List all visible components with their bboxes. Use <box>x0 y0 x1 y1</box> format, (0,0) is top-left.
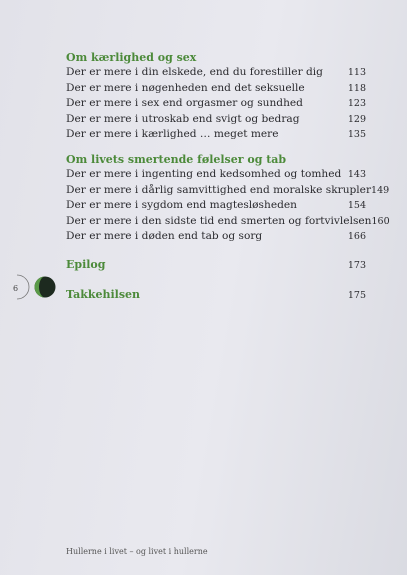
entry-page: 143 <box>347 169 366 180</box>
toc-section-loss <box>66 152 390 245</box>
toc-entry <box>66 127 366 143</box>
toc-entry <box>66 112 366 128</box>
toc-entry <box>66 167 366 183</box>
running-footer: Hullerne i livet – og livet i hullerne <box>66 547 208 556</box>
entry-page: 113 <box>347 67 366 78</box>
entry-title: Der er mere i din elskede, end du forestiller dig <box>66 66 323 78</box>
entry-title: Der er mere i kærlighed … meget mere <box>66 128 279 141</box>
toc-entry <box>66 81 366 97</box>
half-moon-icon <box>34 276 56 298</box>
entry-title: Der er mere i utroskab end svigt og bedrag <box>66 112 300 125</box>
toc-entry <box>66 96 366 112</box>
entry-title: Der er mere i døden end tab og sorg <box>66 230 263 243</box>
entry-page: 160 <box>371 215 390 227</box>
entry-page: 118 <box>347 82 366 94</box>
entry-title: Der er mere i dårlig samvittighed end moralske skrupler <box>66 183 372 196</box>
entry-title: Der er mere i ingenting end kedsomhed og tomhed <box>66 168 342 180</box>
toc-thanks <box>66 288 366 301</box>
entry-page: 166 <box>347 231 366 243</box>
toc-entry <box>66 214 390 230</box>
entry-page: 154 <box>347 200 366 212</box>
entry-page: 129 <box>347 113 366 125</box>
thanks-title: Takkehilsen <box>66 288 141 301</box>
entry-page: 123 <box>347 98 366 110</box>
toc-entry <box>66 229 366 245</box>
toc-section-love <box>66 50 366 143</box>
epilog-title: Epilog <box>66 258 106 271</box>
section-title: Om livets smertende følelser og tab <box>66 153 287 166</box>
toc-entry <box>66 65 366 81</box>
entry-title: Der er mere i sex end orgasmer og sundhed <box>66 97 303 110</box>
entry-page: 149 <box>371 184 390 196</box>
epilog-page: 173 <box>347 260 366 271</box>
page-number: 6 <box>13 284 19 293</box>
entry-title: Der er mere i nøgenheden end det seksuelle <box>66 81 305 94</box>
section-title: Om kærlighed og sex <box>66 51 197 64</box>
toc-epilog <box>66 258 366 271</box>
thanks-page: 175 <box>347 290 366 301</box>
toc-entry <box>66 183 390 199</box>
entry-title: Der er mere i sygdom end magtesløsheden <box>66 199 297 212</box>
entry-page: 135 <box>347 129 366 141</box>
entry-title: Der er mere i den sidste tid end smerten og fortvivlelsen <box>66 214 372 227</box>
toc-entry <box>66 198 366 214</box>
